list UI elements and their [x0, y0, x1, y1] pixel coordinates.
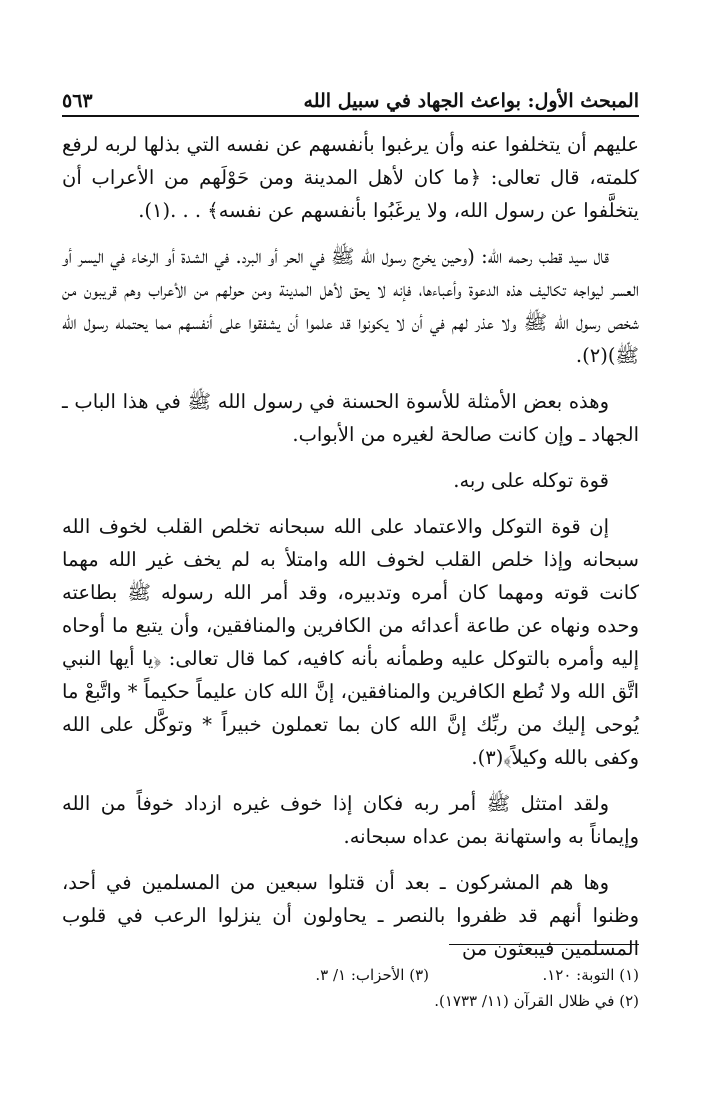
page-number: ٥٦٣ — [62, 90, 93, 112]
paragraph: وها هم المشركون ـ بعد أن قتلوا سبعين من المسلمين في أحد، وظنوا أنهم قد ظفروا بالنصر ـ يحاولون أن ينزلوا الرعب في قلوب المسلمين فيبعثون من — [62, 871, 639, 960]
paragraph: إن قوة التوكل والاعتماد على الله سبحانه تخلص القلب لخوف الله سبحانه وإذا خلص القلب لخوف الله وامتلأ به لم يخف غير الله مهما كانت قوته ومهما كان أمره وتدبيره، وقد أمر الله رسوله ﷺ بطاعته وحده ونهاه عن طاعة أعدائه من الكافرين والمنافقين، وأن يتبع ما أوحاه إليه وأمره بالتوكل عليه وطمأنه بأنه كافيه، كما قال تعالى: ﴿يا أيها النبي اتَّق الله ولا تُطع الكافرين والمنافقين، إنَّ الله كان عليماً حكيماً * واتَّبعْ ما يُوحى إليك من ربِّك إنَّ الله كان بما تعملون خبيراً * وتوكَّل على الله وكفى بالله وكيلاً﴾(٣). — [62, 515, 639, 769]
header-rule — [62, 115, 639, 117]
paragraph: قال سيد قطب رحمه الله: (وحين يخرج رسول الله ﷺ في الحر أو البرد. في الشدة أو الرخاء في اليسر أو العسر ليواجه تكاليف هذه الدعوة وأعباءها، فإنه لا يحق لأهل المدينة ومن حولهم من الأعراب وهم قريبون من شخص رسول الله ﷺ ولا عذر لهم في أن لا يكونوا قد علموا أن يشفقوا على أنفسهم مما يحتمله رسول الله ﷺ)(٢). — [62, 245, 639, 367]
paragraph: عليهم أن يتخلفوا عنه وأن يرغبوا بأنفسهم عن نفسه التي بذلها لربه لرفع كلمته، قال تعالى: ﴿ما كان لأهل المدينة ومن حَوْلَهم من الأعراب أن يتخلَّفوا عن رسول الله، ولا يرغَبُوا بأنفسهم عن نفسه﴾ . . .(١). — [62, 133, 639, 222]
header-title: المبحث الأول: بواعث الجهاد في سبيل الله — [303, 90, 639, 112]
paragraph: وهذه بعض الأمثلة للأسوة الحسنة في رسول الله ﷺ في هذا الباب ـ الجهاد ـ وإن كانت صالحة لغيره من الأبواب. — [62, 390, 639, 446]
body-text — [62, 128, 639, 978]
running-header — [62, 82, 639, 112]
footnote-rule — [449, 944, 639, 945]
footnote-row — [62, 988, 639, 1014]
footnote-2: (٢) في ظلال القرآن (١١/ ١٧٣٣). — [434, 992, 639, 1010]
paragraph: ولقد امتثل ﷺ أمر ربه فكان إذا خوف غيره ازداد خوفاً من الله وإيماناً به واستهانة بمن عداه سبحانه. — [62, 792, 639, 848]
footnote-row — [62, 962, 639, 988]
footnotes — [62, 962, 639, 1014]
footnote-1: (١) التوبة: ١٢٠. — [542, 966, 639, 984]
section-heading: قوة توكله على ربه. — [453, 469, 609, 492]
footnote-3: (٣) الأحزاب: ١/ ٣. — [315, 966, 429, 984]
